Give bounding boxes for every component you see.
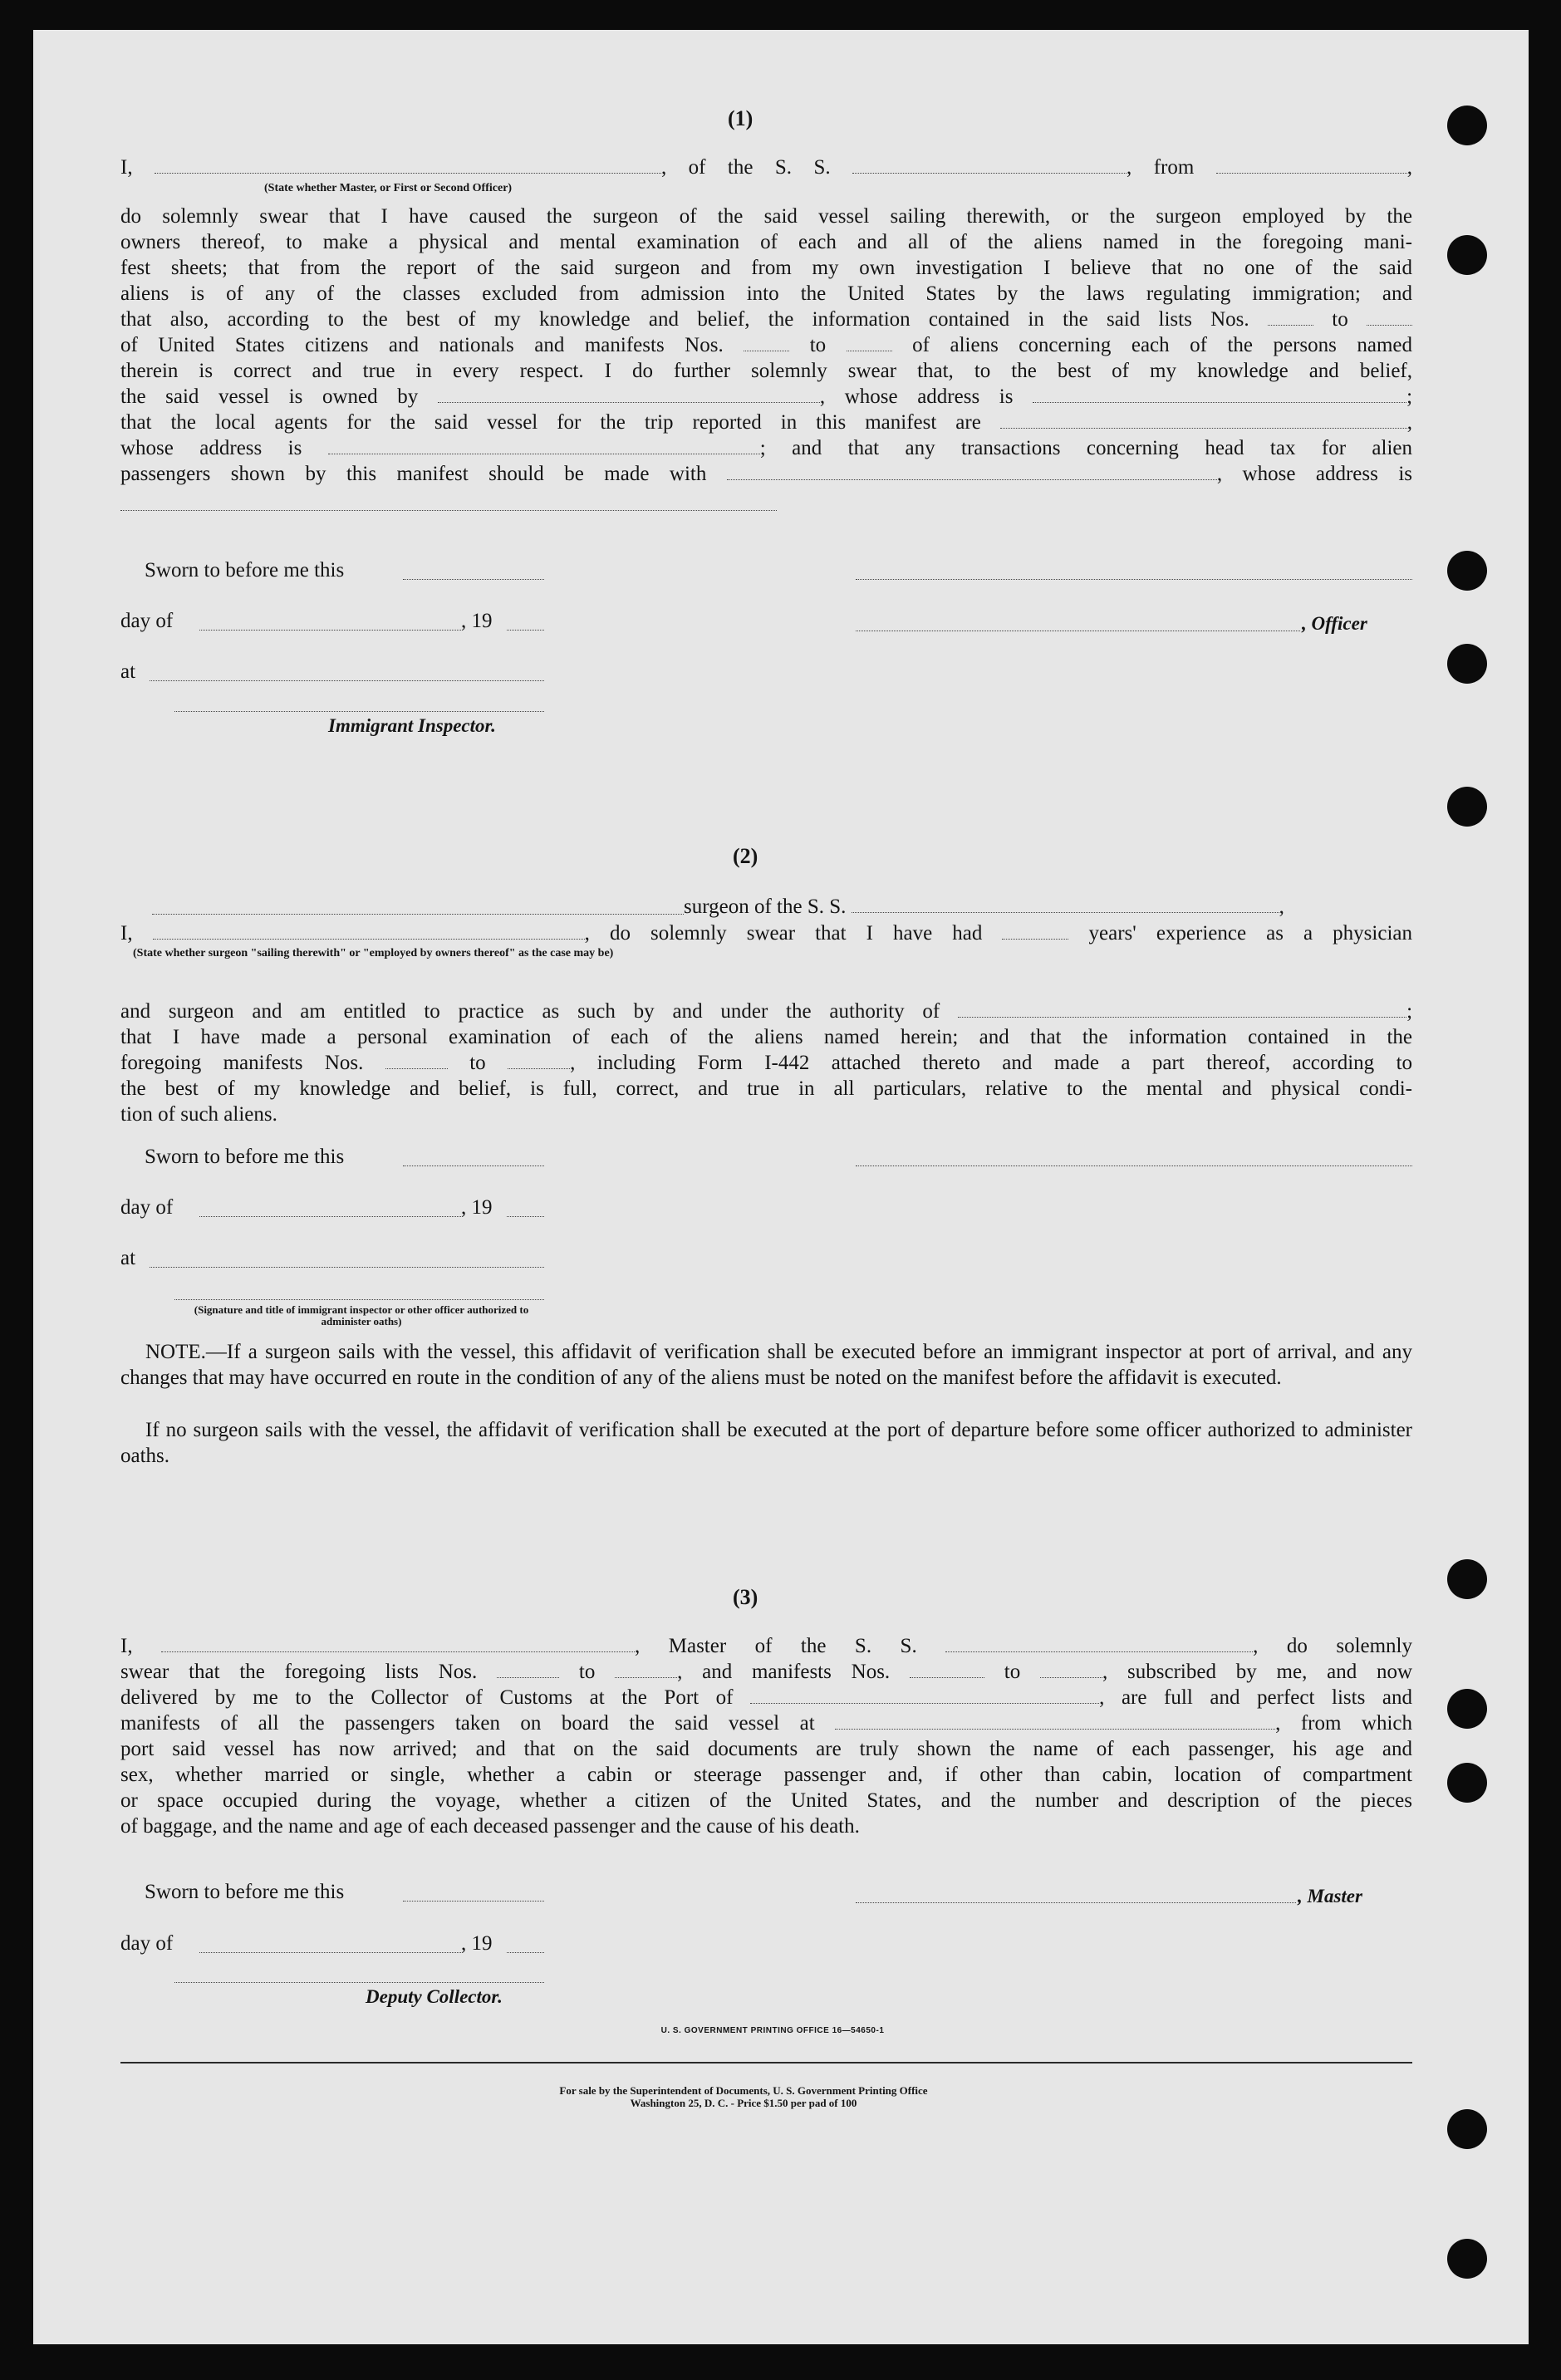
- s2-line-3: and surgeon and am entitled to practice as such by and under the authority of ;: [120, 1000, 1413, 1023]
- s3-line-5: port said vessel has now arrived; and that on the said documents are truly shown the name of each passenger, his age and: [120, 1738, 1412, 1760]
- s3-line-8: of baggage, and the name and age of each deceased passenger and the cause of his death.: [120, 1815, 860, 1838]
- s2-sworn-date-field[interactable]: [403, 1165, 544, 1166]
- s3-master-signature-field[interactable]: [856, 1902, 1296, 1903]
- sale-notice-line-1: For sale by the Superintendent of Documents, U. S. Government Printing Office: [559, 2084, 928, 2097]
- head-tax-address-field[interactable]: [120, 510, 777, 511]
- s2-day-of-label: day of: [120, 1196, 174, 1219]
- s3-manifests-from-field[interactable]: [910, 1659, 984, 1678]
- surgeon-status-field[interactable]: [153, 920, 585, 940]
- s3-master-name-field[interactable]: [161, 1633, 635, 1652]
- s1-line-7: therein is correct and true in every respect. I do further solemnly swear that, to the best of my knowledge and belief,: [120, 360, 1412, 382]
- vessel-name-field[interactable]: [852, 155, 1127, 174]
- s1-body-line: fest sheets; that from the report of the said surgeon and from my own investigation I believe that no one of the said: [120, 257, 1412, 279]
- s3-master-label: , Master: [1298, 1886, 1362, 1906]
- s3-manifests-to-field[interactable]: [1040, 1659, 1102, 1678]
- s1-line-9: that the local agents for the said vessel for the trip reported in this manifest are ,: [120, 411, 1413, 434]
- s3-year-label: , 19: [461, 1932, 493, 1955]
- s3-lists-from-field[interactable]: [497, 1659, 559, 1678]
- years-experience-field[interactable]: [1002, 920, 1068, 940]
- s1-inspector-label: Immigrant Inspector.: [328, 715, 496, 736]
- s2-signature-caption: (Signature and title of immigrant inspector or other officer authorized to administer oaths): [194, 1303, 529, 1327]
- agents-address-field[interactable]: [328, 435, 760, 454]
- s3-month-field[interactable]: [199, 1952, 461, 1953]
- agents-field[interactable]: [1000, 410, 1407, 429]
- s2-caption: (State whether surgeon "sailing therewith" or "employed by owners thereof" as the case may be): [133, 947, 614, 959]
- punch-hole: [1447, 235, 1487, 275]
- punch-hole: [1447, 2239, 1487, 2279]
- s3-day-of-label: day of: [120, 1932, 174, 1955]
- s3-embark-port-field[interactable]: [835, 1710, 1275, 1730]
- footer-rule: [120, 2062, 1412, 2063]
- s2-sworn-label: Sworn to before me this: [145, 1146, 345, 1168]
- sale-notice-line-2: Washington 25, D. C. - Price $1.50 per pad of 100: [630, 2097, 857, 2109]
- s2-surgeon-signature-field[interactable]: [856, 1165, 1412, 1166]
- s2-at-label: at: [120, 1247, 136, 1269]
- s1-body-line: owners thereof, to make a physical and mental examination of each and all of the aliens named in the foregoing mani-: [120, 231, 1412, 253]
- punch-hole: [1447, 2109, 1487, 2149]
- s2-manifest-to-field[interactable]: [508, 1050, 570, 1069]
- s1-officer-signature-field[interactable]: [856, 579, 1412, 580]
- s3-vessel-field[interactable]: [945, 1633, 1253, 1652]
- s1-inspector-signature-field[interactable]: [174, 711, 544, 712]
- s3-deputy-label: Deputy Collector.: [366, 1986, 503, 2007]
- gpo-imprint: U. S. GOVERNMENT PRINTING OFFICE 16—54650-1: [660, 2026, 885, 2035]
- s2-line-4: that I have made a personal examination of each of the aliens named herein; and that the information contained in the: [120, 1026, 1412, 1048]
- note-paragraph-2: If no surgeon sails with the vessel, the affidavit of verification shall be executed at the port of departure before some officer authorized to administer oaths.: [120, 1419, 1412, 1467]
- s2-year-label: , 19: [461, 1196, 493, 1219]
- section-2-number: (2): [733, 844, 758, 868]
- s2-line-1: surgeon of the S. S. ,: [684, 896, 1284, 918]
- s2-month-field[interactable]: [199, 1216, 461, 1217]
- s3-line-2: swear that the foregoing lists Nos. to , and manifests Nos. to , subscribed by me, and now: [120, 1661, 1413, 1683]
- s1-month-field[interactable]: [199, 630, 461, 631]
- manifests-to-field[interactable]: [847, 332, 892, 351]
- s1-place-field[interactable]: [150, 680, 544, 681]
- s1-line-6: of United States citizens and nationals and manifests Nos. to of aliens concerning each of the persons named: [120, 334, 1413, 356]
- s2-line-6: the best of my knowledge and belief, is full, correct, and true in all particulars, relative to the mental and physical condi-: [120, 1077, 1412, 1100]
- owner-address-field[interactable]: [1033, 384, 1406, 403]
- s1-line-5: that also, according to the best of my knowledge and belief, the information contained in the said lists Nos. to: [120, 307, 1412, 332]
- s1-line-11: passengers shown by this manifest should be made with , whose address is: [120, 463, 1412, 485]
- officer-rank-field[interactable]: [155, 155, 661, 174]
- s2-line-5: foregoing manifests Nos. to , including Form I-442 attached thereto and made a part thereof, according to: [120, 1052, 1413, 1074]
- s1-body-line: aliens is of any of the classes excluded from admission into the United States by the laws regulating immigration; and: [120, 282, 1412, 305]
- s3-port-field[interactable]: [750, 1685, 1099, 1704]
- s1-caption: (State whether Master, or First or Second Officer): [264, 182, 513, 194]
- punch-hole: [1447, 644, 1487, 684]
- owner-field[interactable]: [438, 384, 820, 403]
- s1-sworn-label: Sworn to before me this: [145, 559, 345, 582]
- s1-day-of-label: day of: [120, 610, 174, 632]
- s1-year-label: , 19: [461, 610, 493, 632]
- s3-sworn-label: Sworn to before me this: [145, 1881, 345, 1903]
- s1-line-8: the said vessel is owned by , whose address is ;: [120, 385, 1413, 408]
- s3-line-3: delivered by me to the Collector of Customs at the Port of , are full and perfect lists and: [120, 1686, 1413, 1709]
- s3-line-6: sex, whether married or single, whether a cabin or steerage passenger and, if other than cabin, location of compartment: [120, 1764, 1412, 1786]
- s3-line-7: or space occupied during the voyage, whether a citizen of the United States, and the number and description of the pieces: [120, 1789, 1412, 1812]
- section-3-number: (3): [733, 1585, 758, 1609]
- s1-line-10: whose address is ; and that any transactions concerning head tax for alien: [120, 437, 1413, 459]
- s3-lists-to-field[interactable]: [615, 1659, 677, 1678]
- punch-hole: [1447, 106, 1487, 145]
- head-tax-contact-field[interactable]: [727, 461, 1217, 480]
- s1-officer-label: , Officer: [1302, 613, 1367, 634]
- s2-year-field[interactable]: [507, 1216, 544, 1217]
- s3-collector-signature-field[interactable]: [174, 1982, 544, 1983]
- s1-body-line: do solemnly swear that I have caused the surgeon of the said vessel sailing therewith, or the surgeon employed by the: [120, 205, 1412, 228]
- s2-line-7: tion of such aliens.: [120, 1103, 277, 1126]
- punch-hole: [1447, 1559, 1487, 1599]
- s1-line-1: I, , of the S. S. , from ,: [120, 156, 1412, 179]
- s2-manifest-from-field[interactable]: [385, 1050, 448, 1069]
- punch-hole: [1447, 1689, 1487, 1729]
- departure-port-field[interactable]: [1216, 155, 1407, 174]
- s2-place-field[interactable]: [150, 1267, 544, 1268]
- manifests-from-field[interactable]: [744, 332, 789, 351]
- s3-line-1: I, , Master of the S. S. , do solemnly: [120, 1635, 1413, 1657]
- s3-year-field[interactable]: [507, 1952, 544, 1953]
- lists-from-field[interactable]: [1268, 307, 1313, 326]
- lists-to-field[interactable]: [1367, 307, 1412, 326]
- s1-sworn-date-field[interactable]: [403, 579, 544, 580]
- s2-vessel-field[interactable]: [852, 894, 1279, 913]
- s2-official-signature-field[interactable]: [174, 1299, 544, 1300]
- section-1-number: (1): [728, 106, 754, 130]
- punch-hole: [1447, 1763, 1487, 1803]
- s1-year-field[interactable]: [507, 630, 544, 631]
- s2-name-line-top[interactable]: [152, 914, 684, 915]
- punch-hole: [1447, 551, 1487, 591]
- form-page: [33, 30, 1529, 2344]
- s1-at-label: at: [120, 660, 136, 683]
- s3-sworn-date-field[interactable]: [403, 1901, 544, 1902]
- s2-line-2: I, , do solemnly swear that I have had years' experience as a physician: [120, 922, 1412, 945]
- licensing-authority-field[interactable]: [958, 999, 1406, 1018]
- punch-hole: [1447, 787, 1487, 827]
- s3-line-4: manifests of all the passengers taken on board the said vessel at , from which: [120, 1712, 1412, 1735]
- note-paragraph-1: NOTE.—If a surgeon sails with the vessel, this affidavit of verification shall be executed before an immigrant inspector at port of arrival, and any changes that may have occurred en route in the condition of any of the aliens must be noted on the manifest before the affidavit is executed.: [120, 1341, 1412, 1389]
